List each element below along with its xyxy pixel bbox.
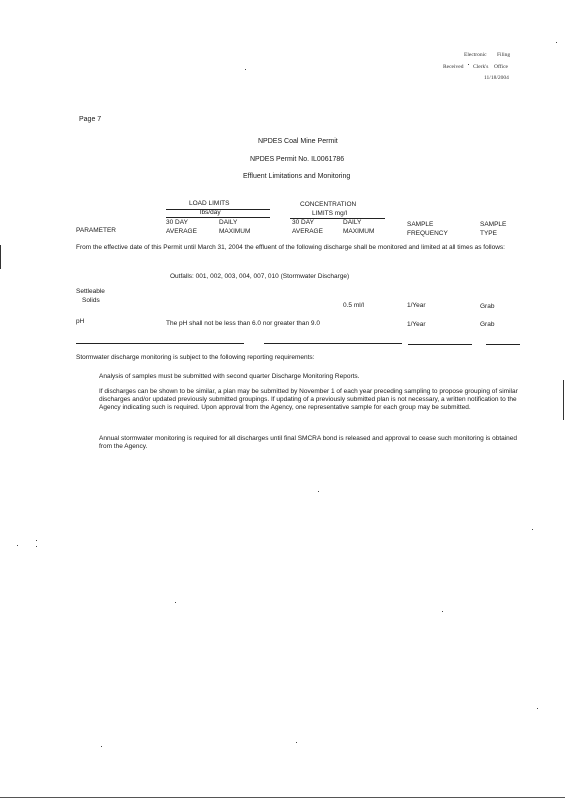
stamp-clerks: Clerk's <box>473 64 489 70</box>
col-sample-type-2: TYPE <box>480 230 497 237</box>
scan-speck <box>101 746 102 747</box>
scan-speck <box>532 529 533 530</box>
stamp-office: Office <box>494 64 508 70</box>
col-parameter: PARAMETER <box>76 227 116 234</box>
col-30day-avg-conc-2: AVERAGE <box>292 228 323 235</box>
col-sample-frequency-1: SAMPLE <box>407 221 434 228</box>
row-ph-frequency: 1/Year <box>407 321 426 328</box>
col-sample-frequency-2: FREQUENCY <box>407 230 448 237</box>
header-rule-left <box>166 217 270 218</box>
filing-stamp <box>440 52 520 86</box>
scan-speck <box>17 545 18 546</box>
row-ph-note: The pH shall not be less than 6.0 nor greater than 9.0 <box>166 320 320 327</box>
scan-edge-left <box>0 245 1 269</box>
row-ph-param: pH <box>76 318 85 325</box>
col-daily-max-load-2: MAXIMUM <box>219 228 251 235</box>
concentration-header: CONCENTRATION <box>300 201 357 208</box>
row-settleable-param-1: Settleable <box>76 288 105 295</box>
requirement-grouping-plan: If discharges can be shown to be similar, a plan may be submitted by November 1 of each year preceding sampling to propose grouping of similar discharges and/or updated previously submitted groupings. If updating of a previously submitted plan is not necessary, a written notification to the Agency indicating such is required. Upon approval from the Agency, one representative sample for each group may be submitted. <box>99 388 518 412</box>
col-30day-avg-conc-1: 30 DAY <box>292 219 314 226</box>
scan-bottom-edge <box>0 797 565 798</box>
scan-edge-right <box>563 380 564 420</box>
table-bottom-rule-4 <box>486 344 520 345</box>
scan-speck <box>318 491 319 492</box>
title-permit-number: NPDES Permit No. IL0061786 <box>250 156 345 163</box>
outfalls-line: Outfalls: 001, 002, 003, 004, 007, 010 (Stormwater Discharge) <box>170 273 350 280</box>
col-sample-type-1: SAMPLE <box>480 221 507 228</box>
stamp-date: 11/18/2004 <box>484 75 509 81</box>
col-daily-max-load-1: DAILY <box>219 219 238 226</box>
scan-speck <box>36 540 37 541</box>
row-settleable-frequency: 1/Year <box>407 302 426 309</box>
load-limits-unit: lbs/day <box>200 209 221 216</box>
table-bottom-rule-2 <box>264 343 402 344</box>
table-bottom-rule-3 <box>408 344 472 345</box>
stamp-electronic: Electronic <box>464 52 487 58</box>
col-30day-avg-load-2: AVERAGE <box>166 228 197 235</box>
scan-speck <box>537 708 538 709</box>
col-daily-max-conc-1: DAILY <box>343 219 362 226</box>
load-limits-header: LOAD LIMITS <box>189 200 230 207</box>
stamp-received: Received <box>443 64 464 70</box>
title-section: Effluent Limitations and Monitoring <box>243 173 351 180</box>
page-label: Page 7 <box>79 116 102 123</box>
scan-speck <box>442 611 443 612</box>
scan-speck <box>175 602 176 603</box>
stamp-filing: Filing <box>497 52 511 58</box>
concentration-unit: LIMITS mg/l <box>312 210 348 217</box>
table-bottom-rule-1 <box>76 343 244 344</box>
scan-speck <box>245 69 246 70</box>
row-settleable-daily-max: 0.5 ml/l <box>343 302 364 309</box>
row-ph-type: Grab <box>480 321 495 328</box>
row-settleable-type: Grab <box>480 303 495 310</box>
scan-speck <box>468 64 469 65</box>
requirement-annual-monitoring: Annual stormwater monitoring is required for all discharges until final SMCRA bond is released and approval to cease such monitoring is obtained from the Agency. <box>99 435 518 451</box>
scan-speck <box>36 546 37 547</box>
col-30day-avg-load-1: 30 DAY <box>166 219 188 226</box>
intro-paragraph: From the effective date of this Permit until March 31, 2004 the effluent of the following discharge shall be monitored and limited at all times as follows: <box>76 244 505 251</box>
reporting-intro: Stormwater discharge monitoring is subject to the following reporting requirements: <box>76 354 315 361</box>
col-daily-max-conc-2: MAXIMUM <box>343 228 375 235</box>
requirement-analysis: Analysis of samples must be submitted with second quarter Discharge Monitoring Reports. <box>99 373 360 380</box>
scan-speck <box>556 42 557 43</box>
row-settleable-param-2: Solids <box>82 297 100 304</box>
title-permit-type: NPDES Coal Mine Permit <box>258 138 338 145</box>
scan-speck <box>296 742 297 743</box>
